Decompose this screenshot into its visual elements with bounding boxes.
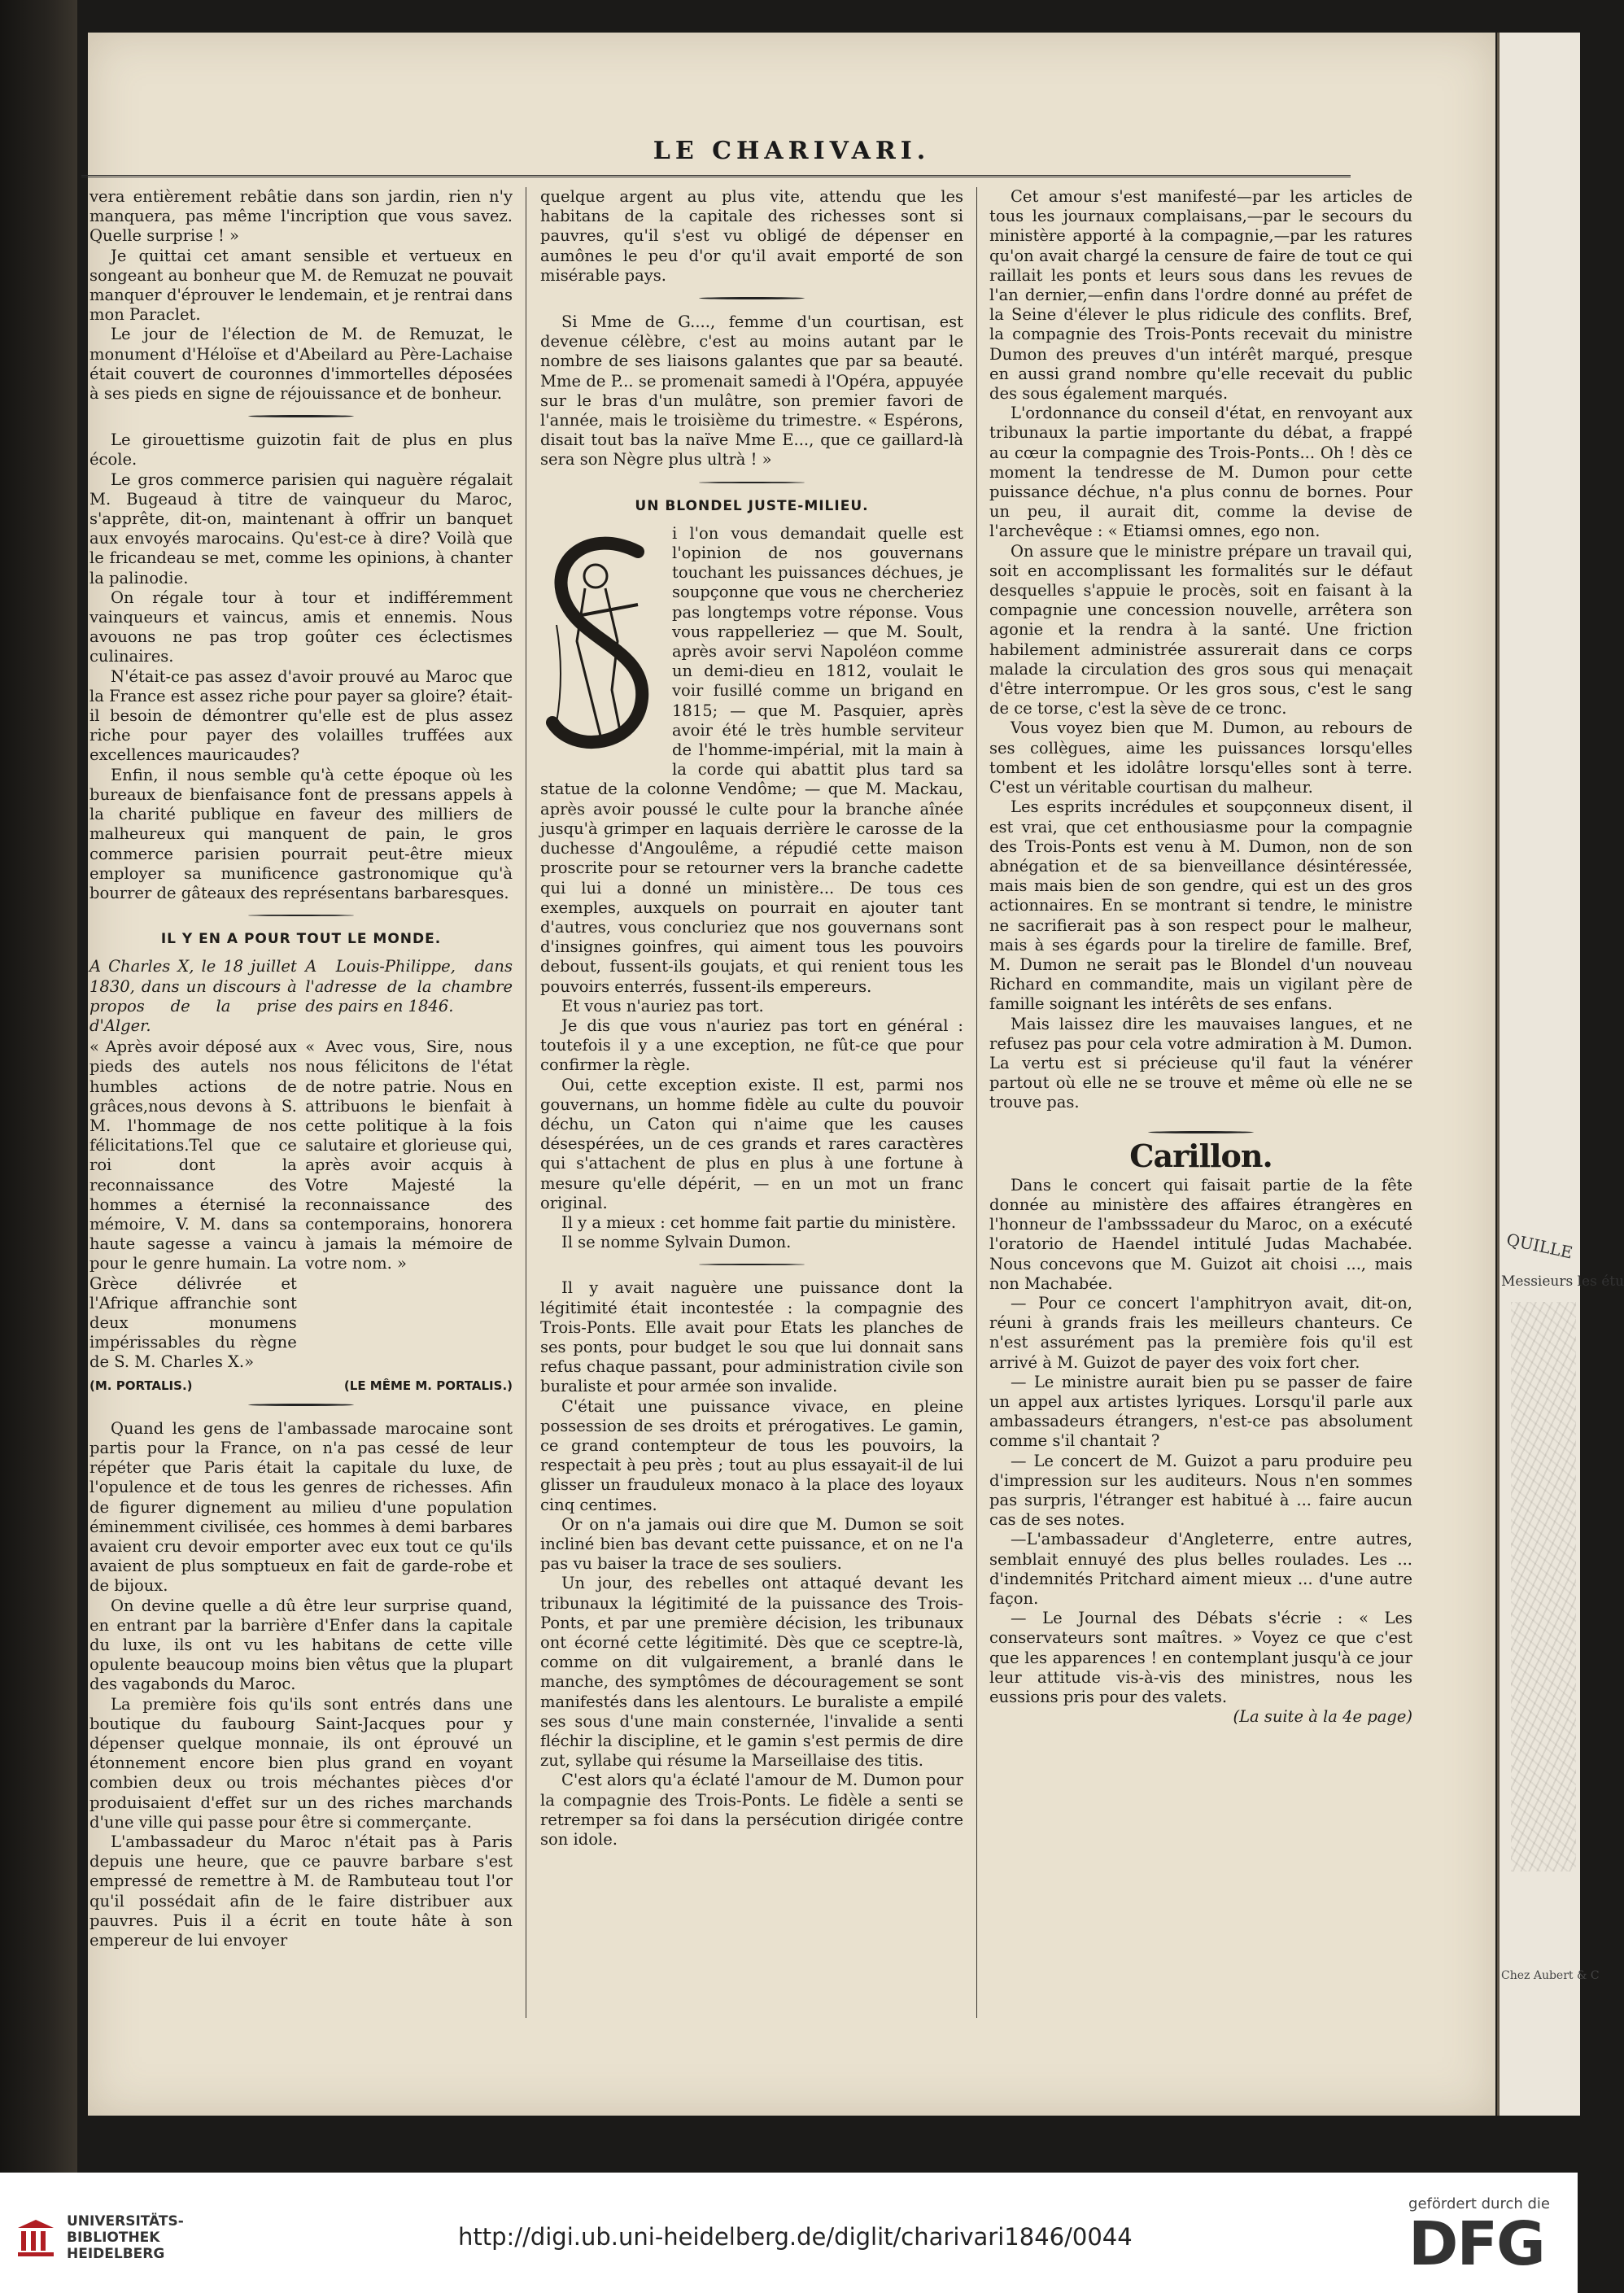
adjacent-page	[1497, 33, 1624, 2116]
paragraph: Mais laissez dire les mauvaises langues, et ne refusez pas pour cela votre admiration à M. Dumon. La vertu est si précieuse qu'il faut la vénérer partout où elle ne se trouve et même où elle ne se trouve pas.	[989, 1014, 1412, 1112]
paragraph: Je dis que vous n'auriez pas tort en général : toutefois il y a une exception, ne fût-ce que pour confirmer la règle.	[540, 1015, 963, 1075]
sponsor-label: gefördert durch die	[1408, 2195, 1550, 2212]
adjacent-illustration	[1511, 1302, 1576, 1872]
paragraph: vera entièrement rebâtie dans son jardin, rien n'y manquera, pas même l'incription que vous savez. Quelle surprise ! »	[89, 187, 513, 246]
col2-section-a	[540, 187, 963, 286]
paragraph: On assure que le ministre prépare un travail qui, soit en accomplissant les formalités sur le défaut desquelles s'appuie le procès, soit en faisant à la compagnie une concession nouvelle, arrêtera son agonie et la rendra à la santé. Une friction habilement administrée assurerait dans ce corps malade la circulation des gros sous qui menaçait d'être interrompue. Or les gros sous, c'est le sang de ce torse, c'est la sève de ce tronc.	[989, 541, 1412, 718]
separator	[699, 297, 805, 299]
column-2	[540, 187, 963, 1850]
right-quote-head: A Louis-Philippe, dans l'adresse de la chambre des pairs en 1846.	[305, 957, 513, 1015]
paragraph: L'ambassadeur du Maroc n'était pas à Paris depuis une heure, que ce pauvre barbare s'est empressé de remettre à M. de Rambuteau tout l'or qu'il possédait afin de le faire distribuer aux pauvres. Puis il a écrit en toute hâte à son empereur de lui envoyer	[89, 1832, 513, 1950]
paragraph: Il y a mieux : cet homme fait partie du ministère.	[561, 1212, 957, 1232]
paragraph: — Le Journal des Débats s'écrie : « Les conservateurs sont maîtres. » Voyez ce que c'est que les apparences ! en contemplant jusqu'à ce jour leur attitude vis-à-vis des ministres, nous les eussions pris pour des valets.	[989, 1609, 1412, 1707]
paragraph: N'était-ce pas assez d'avoir prouvé au Maroc que la France est assez riche pour payer sa gloire? était-il besoin de démontrer qu'elle est de plus assez riche pour payer des volailles truffées aux excellences mauricaudes?	[89, 666, 513, 765]
paragraph: C'était une puissance vivace, en pleine possession de ses droits et prérogatives. Le gamin, ce grand contempteur de tous les pouvoirs, la respectait à peu près ; tout au plus essayait-il de lui glisser un frauduleux monaco à la place des loyaux cinq centimes.	[540, 1396, 963, 1514]
paragraph: Il y avait naguère une puissance dont la légitimité était incontestée : la compagnie des Trois-Ponts. Elle avait pour Etats les planches de ses ponts, pour budget le sou que lui donnait sans refus chaque passant, pour administration civile son buraliste et pour armée son invalide.	[540, 1278, 963, 1396]
paragraph: — Pour ce concert l'amphitryon avait, dit-on, réuni à grands frais les meilleurs chanteurs. Ce n'est assurément pas la première fois qu'il est arrivé à M. Guizot de payer des voix fort cher.	[989, 1293, 1412, 1372]
article-heading: UN BLONDEL JUSTE-MILIEU.	[635, 497, 869, 514]
paragraph: Oui, cette exception existe. Il est, parmi nos gouvernans, un homme fidèle au culte du pouvoir déchu, un Caton qui n'aime que les causes désespérées, un de ces grands et rares caractères qui s'attachent de plus en plus à une fortune à mesure qu'elle dépérit, — en un mot un franc original.	[540, 1075, 963, 1212]
library-line: UNIVERSITÄTS-	[67, 2213, 184, 2230]
library-logo-icon	[15, 2217, 57, 2259]
footer-bar	[0, 2173, 1578, 2293]
continuation-note: (La suite à la 4e page)	[1233, 1707, 1412, 1727]
paragraph: Or on n'a jamais oui dire que M. Dumon se soit incliné bien bas devant cette puissance, et on ne l'a pas vu baiser la trace de ses souliers.	[540, 1514, 963, 1574]
right-quote: « Avec vous, Sire, nous nous félicitons de l'état de notre patrie. Nous en attribuons le bienfait à cette politique à la fois salutaire et glorieuse qui, après avoir acquis à Votre Majesté la reconnaissance des contemporains, honorera à jamais la mémoire de votre nom. »	[305, 1037, 513, 1273]
left-quote-head: A Charles X, le 18 juillet 1830, dans un discours à propos de la prise d'Alger.	[89, 957, 297, 1035]
paragraph: La première fois qu'ils sont entrés dans une boutique du faubourg Saint-Jacques pour y dépenser quelque monnaie, ils ont éprouvé un étonnement encore bien plus grand en voyant combien deux ou trois méchantes pièces d'or produisaient d'effet sur un des riches marchands d'une ville qui passe pour être si commerçante.	[89, 1694, 513, 1832]
paragraph: L'ordonnance du conseil d'état, en renvoyant aux tribunaux la partie importante du débat, a frappé au cœur la compagnie des Trois-Ponts... Oh ! dès ce moment la tendresse de M. Dumon pour cette puissance déchue, n'a plus connu de bornes. Pour un peu, il aurait dit, comme la devise de l'archevêque : « Etiamsi omnes, ego non.	[989, 404, 1412, 541]
paragraph: Cet amour s'est manifesté—par les articles de tous les journaux complaisans,—par le secours du ministère apporté à la compagnie,—par les ratures qu'on avait chargé la censure de faire de tout ce qui raillait les ponts et leurs sous dans les revues de l'an dernier,—enfin dans l'ordre donné au préfet de la Seine d'élever le plus ridicule des conflits. Bref, la compagnie des Trois-Ponts recevait du ministre Dumon des preuves d'un intérêt marqué, presque en aussi grand nombre qu'elle recevait du public des sous également marqués.	[989, 187, 1412, 404]
separator	[248, 1404, 354, 1406]
sponsor	[1408, 2195, 1550, 2279]
separator	[699, 1264, 805, 1265]
paragraph: quelque argent au plus vite, attendu que les habitans de la capitale des richesses sont si pauvres, qu'il s'est vu obligé de dépenser en aumônes le peu d'or qu'il avait emporté de son misérable pays.	[540, 187, 963, 285]
paragraph: Un jour, des rebelles ont attaqué devant les tribunaux la légitimité de la puissance des Trois-Ponts, et par une première décision, les tribunaux ont écorné cette légitimité. Dès que ce sceptre-là, comme on dit vulgairement, a branlé dans le manche, des symptômes de découragement se sont manifestés dans les alentours. Le buraliste a empilé ses sous d'une main consternée, l'invalide a senti fléchir la discipline, et le gamin s'est permis de dire zut, syllabe qui résume la Marseillaise des titis.	[540, 1574, 963, 1771]
col1-section-b	[89, 430, 513, 903]
paragraph: — Le concert de M. Guizot a paru produire peu d'impression sur les auditeurs. Nous n'en sommes pas surpris, l'étranger est habitué à ... faire aucun cas de ses notes.	[989, 1451, 1412, 1530]
column-3	[989, 187, 1412, 1727]
sign-right: (LE MÊME M. PORTALIS.)	[343, 1378, 513, 1393]
column-rule	[976, 187, 977, 2018]
paragraph: On régale tour à tour et indifféremment vainqueurs et vaincus, amis et ennemis. Nous avouons ne pas trop goûter ces éclectismes culinaires.	[89, 587, 513, 666]
separator	[248, 915, 354, 916]
separator	[699, 482, 805, 483]
paragraph: Je quittai cet amant sensible et vertueux en songeant au bonheur que M. de Remuzat ne pouvait manquer d'éprouver le lendemain, et je rentrai dans mon Paraclet.	[89, 246, 513, 325]
article-heading: IL Y EN A POUR TOUT LE MONDE.	[160, 931, 442, 948]
library-line: HEIDELBERG	[67, 2246, 165, 2262]
library-name	[67, 2213, 184, 2262]
paragraph: Les esprits incrédules et soupçonneux disent, il est vrai, que cet enthousiasme pour la compagnie des Trois-Ponts est venu à M. Dumon, non de son abnégation et de sa bienveillance désintéressée, mais mais bien de son gendre, qui est un des gros actionnaires. En se montrant si tendre, le ministre ne sacrifierait pas à son respect pour le malheur, mais à ses égards pour la tirelire de famille. Bref, M. Dumon ne serait pas le Blondel d'un nouveau Richard en commandite, mais un vigilant père de famille soignant les intérêts de ses enfans.	[989, 797, 1412, 1014]
paragraph: Vous voyez bien que M. Dumon, au rebours de ses collègues, aime les puissances lorsqu'elles tombent et les idolâtre lorsqu'elles sont à terre. C'est un véritable courtisan du malheur.	[989, 718, 1412, 797]
paragraph: Le jour de l'élection de M. de Remuzat, le monument d'Héloïse et d'Abeilard au Père-Lachaise était couvert de couronnes d'immortelles déposées à ses pieds en signe de réjouissance et de bonheur.	[89, 325, 513, 404]
col2-section-d	[540, 1278, 963, 1850]
dropcap-illustration	[540, 527, 662, 763]
column-1	[89, 187, 513, 1950]
paragraph: Si Mme de G...., femme d'un courtisan, est devenue célèbre, c'est au moins autant par le nombre de ses liaisons galantes que par sa beauté. Mme de P... se promenait samedi à l'Opéra, appuyée sur le bras d'un mulâtre, son premier favori de l'année, mais le troisième du trimestre. « Espérons, disait tout bas la naïve Mme E..., que ce gaillard-là sera son Nègre plus ultrà ! »	[540, 312, 963, 470]
col3-section-b	[989, 1176, 1412, 1707]
paragraph: —L'ambassadeur d'Angleterre, entre autres, semblait ennuyé des plus belles roulades. Les ... d'indemnités Pritchard aiment mieux ... d'une autre façon.	[989, 1530, 1412, 1609]
library-line: BIBLIOTHEK	[67, 2230, 160, 2246]
comparison-quotes	[89, 1037, 513, 1372]
paragraph: Quand les gens de l'ambassade marocaine sont partis pour la France, on n'a pas cessé de leur répéter que Paris était la capitale du luxe, de l'opulence et de tous les genres de richesses. Afin de figurer dignement au milieu d'une population éminemment civilisée, ces hommes à demi barbares avaient cru devoir emporter avec eux tout ce qu'ils avaient de plus somptueux en fait de garde-robe et de bijoux.	[89, 1418, 513, 1596]
col1-section-c	[89, 1419, 513, 1950]
paragraph: — Le ministre aurait bien pu se passer de faire un appel aux artistes lyriques. Lorsqu'il parle aux ambassadeurs étrangers, n'est-ce pas absolument comme s'il chantait ?	[989, 1372, 1412, 1451]
newspaper-page	[88, 33, 1495, 2116]
separator	[1148, 1131, 1254, 1133]
adjacent-fragment-2: Messieurs les étu	[1501, 1273, 1624, 1290]
paragraph: Le girouettisme guizotin fait de plus en plus école.	[89, 430, 513, 470]
col3-section-a	[989, 187, 1412, 1113]
left-quote: « Après avoir déposé aux pieds des autels nos humbles actions de grâces,nous devons à S. M. l'hommage de nos félicitations.Tel que ce roi dont la reconnaissance des hommes a éternisé la mémoire, V. M. dans sa haute sagesse a vaincu pour le genre humain. La Grèce délivrée et l'Afrique affranchie sont deux monumens impérissables du règne de S. M. Charles X.»	[89, 1037, 297, 1372]
paragraph: Dans le concert qui faisait partie de la fête donnée au ministère des affaires étrangères en l'honneur de l'ambsssadeur du Maroc, on a exécuté l'oratorio de Haendel intitulé Judas Machabée. Nous concevons que M. Guizot ait choisi ..., mais non Machabée.	[989, 1175, 1412, 1293]
masthead: LE CHARIVARI.	[653, 137, 931, 165]
paragraph: Le gros commerce parisien qui naguère régalait M. Bugeaud à titre de vainqueur du Maroc, s'apprête, dit-on, maintenant à offrir un banquet aux envoyés marocains. Qu'est-ce à dire? Voilà que le fricandeau se met, comme les opinions, à chanter la palinodie.	[89, 470, 513, 587]
col1-section-a	[89, 187, 513, 404]
masthead-rule	[81, 175, 1351, 177]
paragraph: C'est alors qu'a éclaté l'amour de M. Dumon pour la compagnie des Trois-Ponts. Le fidèle a senti se retremper sa foi dans la persécution dirigée contre son idole.	[540, 1771, 963, 1850]
section-title: Carillon.	[1129, 1137, 1273, 1174]
paragraph: Il se nomme Sylvain Dumon.	[561, 1233, 792, 1252]
adjacent-fragment-3: Chez Aubert & C	[1501, 1969, 1600, 1982]
library-logo	[15, 2213, 184, 2262]
dfg-logo: DFG	[1408, 2209, 1544, 2279]
paragraph: i l'on vous demandait quelle est l'opinion de nos gouvernans touchant les puissances déchues, je soupçonne que vous ne chercheriez pas longtemps votre réponse. Vous vous rappelleriez — que M. Soult, après avoir servi Napoléon comme un demi-dieu en 1812, voulait le voir fusillé comme un brigand en 1815; — que M. Pasquier, après avoir été le très humble serviteur de l'homme-impérial, mit la main à la corde qui abattit plus tard sa statue de la colonne Vendôme; — que M. Mackau, après avoir poussé le culte pour la branche aînée jusqu'à grimper en laquais derrière le carosse de la duchesse d'Angoulême, a répudié cette maison proscrite pour se retourner vers la branche cadette qui lui a donné un ministère... De tous ces exemples, auxquels on pourrait en ajouter tant d'autres, vous concluriez que nos gouvernans sont d'insignes goinfres, qui aiment tous les pouvoirs debout, fussent-ils goujats, et qui renient tous les pouvoirs enterrés, fussent-ils empereurs.	[540, 523, 963, 996]
book-spine	[0, 0, 77, 2173]
adjacent-fragment-1: QUILLE	[1504, 1229, 1575, 1263]
paragraph: On devine quelle a dû être leur surprise quand, en entrant par la barrière d'Enfer dans la capitale du luxe, ils ont vu les habitans de cette ville opulente beaucoup moins bien vêtus que la plupart des vagabonds du Maroc.	[89, 1596, 513, 1694]
sign-left: (M. PORTALIS.)	[89, 1378, 193, 1393]
paragraph: Et vous n'auriez pas tort.	[561, 996, 764, 1015]
source-url[interactable]: http://digi.ub.uni-heidelberg.de/diglit/charivari1846/0044	[458, 2223, 1133, 2251]
signatures	[89, 1376, 513, 1395]
col2-section-b	[540, 312, 963, 470]
separator	[248, 415, 354, 417]
paragraph: Enfin, il nous semble qu'à cette époque où les bureaux de bienfaisance font de pressans appels à la charité publique en faveur des milliers de malheureux qui manquent de pain, le gros commerce parisien pourrait peut-être mieux employer sa munificence gastronomique qu'à bourrer de gâteaux des représentans barbaresques.	[89, 765, 513, 902]
comparison-heads	[89, 957, 513, 1036]
